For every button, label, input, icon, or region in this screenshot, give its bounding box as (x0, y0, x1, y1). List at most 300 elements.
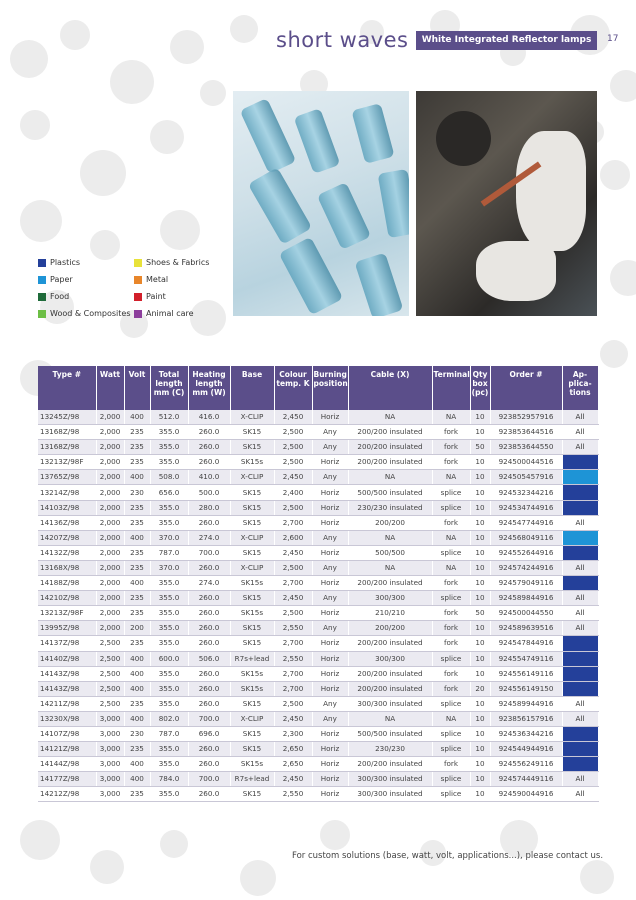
base-cell: SK15 (230, 636, 274, 651)
burning-position-cell: Horiz (312, 576, 348, 591)
section-banner: White Integrated Reflector lamps (416, 31, 597, 50)
table-row (38, 636, 598, 651)
heating-length-cell: 260.0 (188, 742, 230, 757)
watt-cell: 2,000 (96, 591, 124, 606)
terminal-cell: splice (432, 772, 470, 787)
order-cell: 924574449116 (490, 772, 562, 787)
terminal-cell: fork (432, 425, 470, 440)
type-cell: 14188Z/98 (38, 576, 96, 591)
total-length-cell: 656.0 (150, 485, 188, 500)
total-length-cell: 355.0 (150, 440, 188, 455)
legend-label: Animal care (146, 309, 194, 318)
heating-length-cell: 260.0 (188, 440, 230, 455)
total-length-cell: 355.0 (150, 500, 188, 515)
total-length-cell: 355.0 (150, 681, 188, 696)
volt-cell: 235 (124, 742, 150, 757)
volt-cell: 235 (124, 440, 150, 455)
burning-position-cell: Horiz (312, 606, 348, 621)
watt-cell: 3,000 (96, 757, 124, 772)
legend-swatch (38, 310, 46, 318)
base-cell: R7s+lead (230, 651, 274, 666)
volt-cell: 235 (124, 591, 150, 606)
total-length-cell: 370.0 (150, 530, 188, 545)
watt-cell: 2,000 (96, 515, 124, 530)
terminal-cell: fork (432, 455, 470, 470)
base-cell: SK15s (230, 757, 274, 772)
application-cell: All (562, 560, 598, 575)
volt-cell: 235 (124, 606, 150, 621)
burning-position-cell: Horiz (312, 545, 348, 560)
watt-cell: 2,000 (96, 621, 124, 636)
qty-cell: 10 (470, 515, 490, 530)
burning-position-cell: Any (312, 560, 348, 575)
table-row (38, 576, 598, 591)
application-cell (562, 455, 598, 470)
volt-cell: 400 (124, 666, 150, 681)
column-header-qty-box: Qty box (pc) (470, 366, 490, 410)
column-header-base: Base (230, 366, 274, 410)
qty-cell: 10 (470, 591, 490, 606)
order-cell: 924534744916 (490, 500, 562, 515)
qty-cell: 10 (470, 545, 490, 560)
volt-cell: 230 (124, 485, 150, 500)
application-cell (562, 485, 598, 500)
heating-length-cell: 260.0 (188, 666, 230, 681)
legend-swatch (134, 310, 142, 318)
heating-length-cell: 260.0 (188, 757, 230, 772)
legend-label: Metal (146, 275, 169, 284)
application-cell: All (562, 515, 598, 530)
volt-cell: 400 (124, 772, 150, 787)
terminal-cell: fork (432, 576, 470, 591)
order-cell: 923853644550 (490, 440, 562, 455)
base-cell: SK15s (230, 455, 274, 470)
qty-cell: 10 (470, 425, 490, 440)
base-cell: SK15s (230, 576, 274, 591)
total-length-cell: 370.0 (150, 560, 188, 575)
burning-position-cell: Horiz (312, 666, 348, 681)
colour-temp-cell: 2,500 (274, 455, 312, 470)
application-cell (562, 726, 598, 741)
terminal-cell: splice (432, 726, 470, 741)
total-length-cell: 512.0 (150, 410, 188, 425)
table-row (38, 742, 598, 757)
application-cell (562, 470, 598, 485)
type-cell: 14177Z/98 (38, 772, 96, 787)
volt-cell: 200 (124, 621, 150, 636)
column-header-total-length: Total length mm (C) (150, 366, 188, 410)
type-cell: 14143Z/98 (38, 681, 96, 696)
watt-cell: 2,500 (96, 696, 124, 711)
total-length-cell: 787.0 (150, 545, 188, 560)
volt-cell: 235 (124, 425, 150, 440)
legend-item (38, 292, 69, 301)
heating-length-cell: 260.0 (188, 425, 230, 440)
qty-cell: 10 (470, 636, 490, 651)
base-cell: SK15 (230, 591, 274, 606)
colour-temp-cell: 2,450 (274, 591, 312, 606)
watt-cell: 2,000 (96, 425, 124, 440)
terminal-cell: splice (432, 500, 470, 515)
burning-position-cell: Any (312, 696, 348, 711)
cable-cell: NA (348, 530, 432, 545)
heating-length-cell: 700.0 (188, 545, 230, 560)
application-cell (562, 530, 598, 545)
base-cell: R7s+lead (230, 772, 274, 787)
order-cell: 924544944916 (490, 742, 562, 757)
terminal-cell: fork (432, 757, 470, 772)
burning-position-cell: Horiz (312, 410, 348, 425)
table-row (38, 621, 598, 636)
terminal-cell: splice (432, 591, 470, 606)
terminal-cell: splice (432, 651, 470, 666)
column-header-colour-temp: Colour temp. K (274, 366, 312, 410)
terminal-cell: NA (432, 560, 470, 575)
qty-cell: 50 (470, 606, 490, 621)
colour-temp-cell: 2,600 (274, 530, 312, 545)
type-cell: 14212Z/98 (38, 787, 96, 802)
total-length-cell: 355.0 (150, 787, 188, 802)
watt-cell: 2,000 (96, 470, 124, 485)
type-cell: 14207Z/98 (38, 530, 96, 545)
legend-swatch (134, 293, 142, 301)
order-cell: 923856157916 (490, 711, 562, 726)
qty-cell: 20 (470, 681, 490, 696)
legend-label: Paint (146, 292, 166, 301)
industrial-photo (416, 91, 597, 316)
burning-position-cell: Any (312, 591, 348, 606)
base-cell: SK15 (230, 425, 274, 440)
cable-cell: 300/300 insulated (348, 772, 432, 787)
legend-label: Shoes & Fabrics (146, 258, 210, 267)
heating-length-cell: 260.0 (188, 636, 230, 651)
table-row (38, 530, 598, 545)
type-cell: 14107Z/98 (38, 726, 96, 741)
legend-item (134, 275, 168, 284)
heating-length-cell: 260.0 (188, 787, 230, 802)
type-cell: 13995Z/98 (38, 621, 96, 636)
qty-cell: 10 (470, 470, 490, 485)
application-cell: All (562, 425, 598, 440)
qty-cell: 10 (470, 576, 490, 591)
table-row (38, 455, 598, 470)
colour-temp-cell: 2,550 (274, 651, 312, 666)
cable-cell: 230/230 (348, 742, 432, 757)
application-cell (562, 651, 598, 666)
legend-swatch (134, 259, 142, 267)
base-cell: SK15 (230, 500, 274, 515)
terminal-cell: fork (432, 440, 470, 455)
burning-position-cell: Horiz (312, 787, 348, 802)
watt-cell: 3,000 (96, 711, 124, 726)
application-cell (562, 636, 598, 651)
type-cell: 13214Z/98 (38, 485, 96, 500)
terminal-cell: NA (432, 711, 470, 726)
heating-length-cell: 260.0 (188, 621, 230, 636)
watt-cell: 3,000 (96, 742, 124, 757)
base-cell: SK15s (230, 606, 274, 621)
terminal-cell: NA (432, 410, 470, 425)
type-cell: 14136Z/98 (38, 515, 96, 530)
total-length-cell: 787.0 (150, 726, 188, 741)
application-cell: All (562, 591, 598, 606)
burning-position-cell: Horiz (312, 742, 348, 757)
page-title: short waves (276, 28, 409, 52)
heating-length-cell: 260.0 (188, 696, 230, 711)
legend-item (38, 309, 131, 318)
heating-length-cell: 260.0 (188, 560, 230, 575)
watt-cell: 2,000 (96, 530, 124, 545)
application-cell: All (562, 787, 598, 802)
cable-cell: 300/300 (348, 591, 432, 606)
volt-cell: 235 (124, 560, 150, 575)
qty-cell: 10 (470, 485, 490, 500)
heating-length-cell: 260.0 (188, 515, 230, 530)
type-cell: 14121Z/98 (38, 742, 96, 757)
watt-cell: 2,000 (96, 576, 124, 591)
column-header-burning-position: Burning position (312, 366, 348, 410)
product-table (38, 366, 598, 802)
order-cell: 924556149150 (490, 681, 562, 696)
heating-length-cell: 416.0 (188, 410, 230, 425)
type-cell: 14103Z/98 (38, 500, 96, 515)
cable-cell: 200/200 insulated (348, 757, 432, 772)
terminal-cell: fork (432, 606, 470, 621)
column-header-heating-length: Heating length mm (W) (188, 366, 230, 410)
legend-item (38, 275, 73, 284)
table-row (38, 606, 598, 621)
order-cell: 924589844916 (490, 591, 562, 606)
order-cell: 924579049116 (490, 576, 562, 591)
application-cell (562, 681, 598, 696)
base-cell: SK15 (230, 485, 274, 500)
base-cell: SK15s (230, 681, 274, 696)
watt-cell: 3,000 (96, 787, 124, 802)
column-header-cable: Cable (X) (348, 366, 432, 410)
total-length-cell: 508.0 (150, 470, 188, 485)
base-cell: X-CLIP (230, 711, 274, 726)
colour-temp-cell: 2,450 (274, 711, 312, 726)
table-row (38, 591, 598, 606)
base-cell: SK15 (230, 515, 274, 530)
watt-cell: 2,000 (96, 440, 124, 455)
terminal-cell: splice (432, 742, 470, 757)
watt-cell: 2,000 (96, 500, 124, 515)
application-cell (562, 666, 598, 681)
total-length-cell: 355.0 (150, 757, 188, 772)
type-cell: 14140Z/98 (38, 651, 96, 666)
heating-length-cell: 274.0 (188, 576, 230, 591)
heating-length-cell: 260.0 (188, 591, 230, 606)
table-row (38, 772, 598, 787)
burning-position-cell: Horiz (312, 455, 348, 470)
order-cell: 924556149116 (490, 666, 562, 681)
application-cell (562, 545, 598, 560)
legend-label: Paper (50, 275, 73, 284)
terminal-cell: splice (432, 485, 470, 500)
base-cell: SK15 (230, 545, 274, 560)
burning-position-cell: Horiz (312, 681, 348, 696)
application-cell (562, 757, 598, 772)
application-cell (562, 500, 598, 515)
total-length-cell: 784.0 (150, 772, 188, 787)
table-row (38, 500, 598, 515)
terminal-cell: splice (432, 696, 470, 711)
order-cell: 924532344216 (490, 485, 562, 500)
terminal-cell: fork (432, 681, 470, 696)
order-cell: 924552644916 (490, 545, 562, 560)
total-length-cell: 355.0 (150, 425, 188, 440)
table-row (38, 440, 598, 455)
volt-cell: 235 (124, 455, 150, 470)
application-cell: All (562, 621, 598, 636)
burning-position-cell: Horiz (312, 726, 348, 741)
colour-temp-cell: 2,700 (274, 515, 312, 530)
terminal-cell: fork (432, 666, 470, 681)
watt-cell: 2,000 (96, 485, 124, 500)
column-header-type: Type # (38, 366, 96, 410)
burning-position-cell: Horiz (312, 757, 348, 772)
volt-cell: 400 (124, 530, 150, 545)
total-length-cell: 355.0 (150, 591, 188, 606)
footer-note: For custom solutions (base, watt, volt, applications...), please contact us. (292, 851, 604, 861)
column-header-order: Order # (490, 366, 562, 410)
colour-temp-cell: 2,700 (274, 576, 312, 591)
type-cell: 14137Z/98 (38, 636, 96, 651)
volt-cell: 235 (124, 787, 150, 802)
legend-swatch (38, 293, 46, 301)
volt-cell: 400 (124, 576, 150, 591)
legend-item (134, 292, 166, 301)
cable-cell: 300/300 (348, 651, 432, 666)
volt-cell: 235 (124, 500, 150, 515)
table-row (38, 485, 598, 500)
base-cell: X-CLIP (230, 560, 274, 575)
burning-position-cell: Horiz (312, 651, 348, 666)
application-cell: All (562, 440, 598, 455)
colour-temp-cell: 2,700 (274, 636, 312, 651)
qty-cell: 10 (470, 500, 490, 515)
type-cell: 13213Z/98F (38, 606, 96, 621)
colour-temp-cell: 2,650 (274, 742, 312, 757)
legend-swatch (38, 276, 46, 284)
column-header-terminal: Terminal (432, 366, 470, 410)
legend-label: Wood & Composites (50, 309, 131, 318)
application-cell: All (562, 606, 598, 621)
cable-cell: 200/200 insulated (348, 576, 432, 591)
order-cell: 923852957916 (490, 410, 562, 425)
base-cell: SK15 (230, 742, 274, 757)
burning-position-cell: Any (312, 530, 348, 545)
order-cell: 924589944916 (490, 696, 562, 711)
order-cell: 924505457916 (490, 470, 562, 485)
order-cell: 924500044516 (490, 455, 562, 470)
table-row (38, 666, 598, 681)
cable-cell: 210/210 (348, 606, 432, 621)
qty-cell: 10 (470, 651, 490, 666)
qty-cell: 10 (470, 621, 490, 636)
order-cell: 924556249116 (490, 757, 562, 772)
total-length-cell: 355.0 (150, 455, 188, 470)
heating-length-cell: 506.0 (188, 651, 230, 666)
qty-cell: 10 (470, 711, 490, 726)
cable-cell: NA (348, 711, 432, 726)
volt-cell: 230 (124, 726, 150, 741)
total-length-cell: 355.0 (150, 636, 188, 651)
qty-cell: 10 (470, 696, 490, 711)
column-header-applications: Ap-plica-tions (562, 366, 598, 410)
table-row (38, 757, 598, 772)
order-cell: 924547844916 (490, 636, 562, 651)
table-row (38, 425, 598, 440)
burning-position-cell: Any (312, 470, 348, 485)
type-cell: 13168Z/98 (38, 440, 96, 455)
cable-cell: 500/500 insulated (348, 485, 432, 500)
column-header-watt: Watt (96, 366, 124, 410)
colour-temp-cell: 2,650 (274, 757, 312, 772)
colour-temp-cell: 2,700 (274, 681, 312, 696)
total-length-cell: 600.0 (150, 651, 188, 666)
application-cell: All (562, 772, 598, 787)
volt-cell: 400 (124, 470, 150, 485)
burning-position-cell: Horiz (312, 500, 348, 515)
legend-label: Plastics (50, 258, 81, 267)
type-cell: 13245Z/98 (38, 410, 96, 425)
watt-cell: 3,000 (96, 772, 124, 787)
heating-length-cell: 700.0 (188, 711, 230, 726)
heating-length-cell: 260.0 (188, 606, 230, 621)
cable-cell: 200/200 insulated (348, 636, 432, 651)
column-header-volt: Volt (124, 366, 150, 410)
order-cell: 924589639516 (490, 621, 562, 636)
qty-cell: 10 (470, 787, 490, 802)
legend-label: Food (50, 292, 70, 301)
application-cell (562, 576, 598, 591)
legend-swatch (134, 276, 142, 284)
base-cell: SK15 (230, 787, 274, 802)
cable-cell: 200/200 insulated (348, 666, 432, 681)
burning-position-cell: Horiz (312, 772, 348, 787)
base-cell: SK15 (230, 440, 274, 455)
colour-temp-cell: 2,450 (274, 545, 312, 560)
table-row (38, 515, 598, 530)
base-cell: SK15s (230, 666, 274, 681)
order-cell: 924536344216 (490, 726, 562, 741)
burning-position-cell: Any (312, 440, 348, 455)
table-row (38, 410, 598, 425)
qty-cell: 10 (470, 772, 490, 787)
table-row (38, 560, 598, 575)
burning-position-cell: Any (312, 621, 348, 636)
colour-temp-cell: 2,300 (274, 726, 312, 741)
page-number: 17 (607, 34, 619, 44)
terminal-cell: fork (432, 515, 470, 530)
type-cell: 13168Z/98 (38, 425, 96, 440)
base-cell: SK15 (230, 726, 274, 741)
watt-cell: 2,500 (96, 681, 124, 696)
qty-cell: 50 (470, 440, 490, 455)
volt-cell: 235 (124, 636, 150, 651)
colour-temp-cell: 2,450 (274, 470, 312, 485)
colour-temp-cell: 2,450 (274, 410, 312, 425)
legend-swatch (38, 259, 46, 267)
heating-length-cell: 410.0 (188, 470, 230, 485)
type-cell: 13213Z/98F (38, 455, 96, 470)
cable-cell: 200/200 insulated (348, 425, 432, 440)
heating-length-cell: 260.0 (188, 455, 230, 470)
watt-cell: 2,000 (96, 545, 124, 560)
volt-cell: 400 (124, 651, 150, 666)
